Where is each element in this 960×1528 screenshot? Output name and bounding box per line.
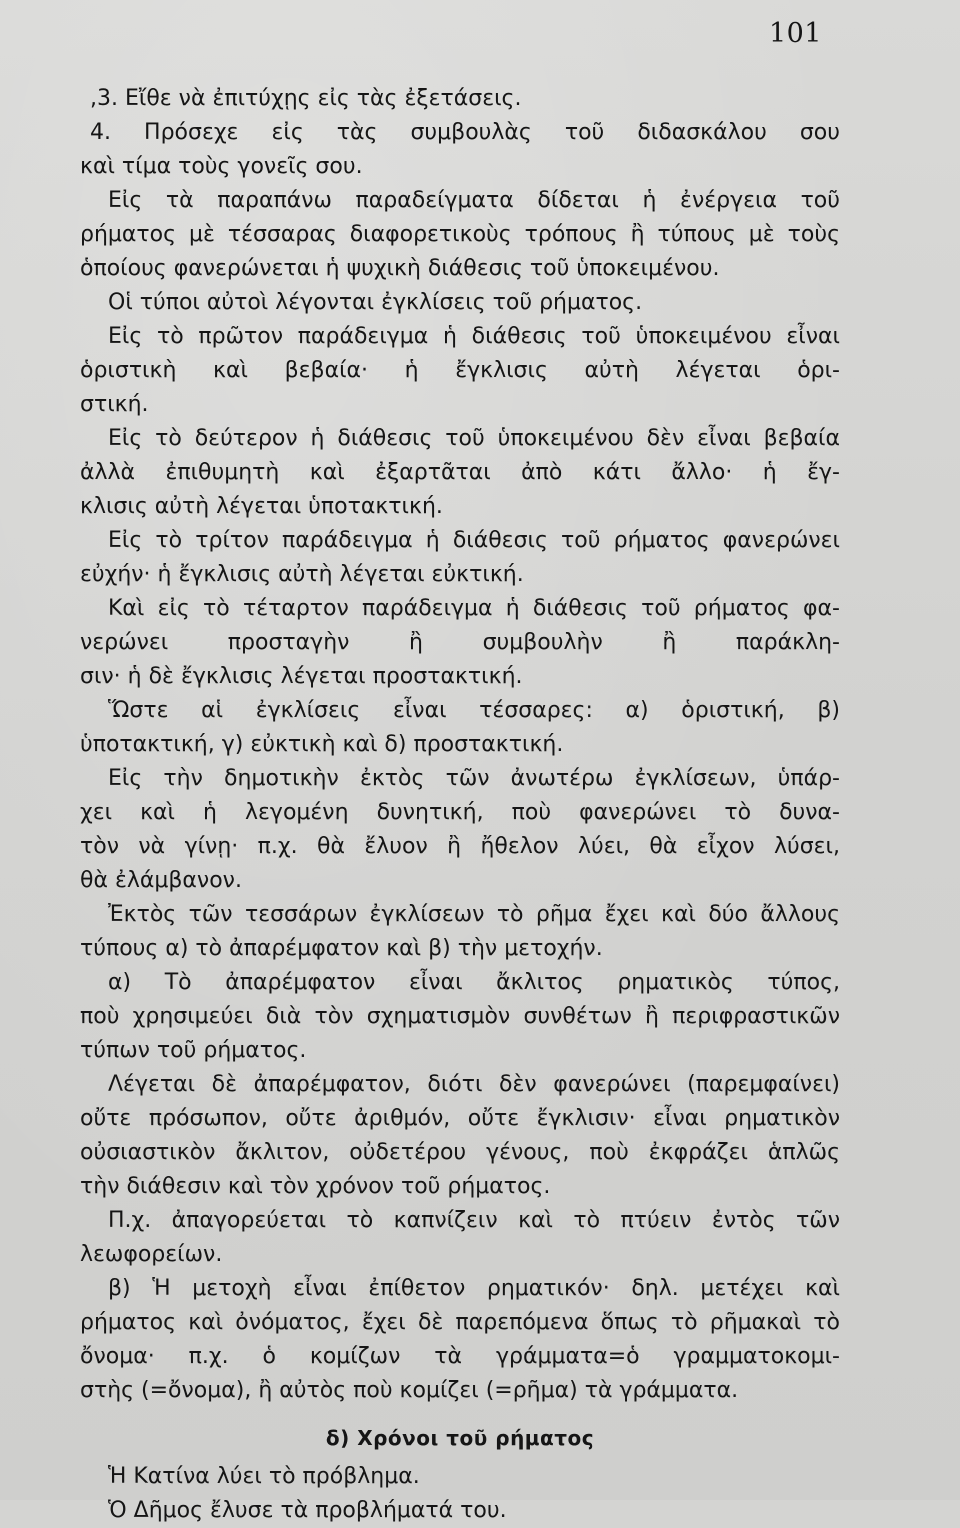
text-line: τὸν νὰ γίνῃ· π.χ. θὰ ἔλυον ἢ ἤθελον λύει, θὰ εἶχον λύσει, <box>80 834 840 859</box>
text-line: οὐσιαστικὸν ἄκλιτον, οὐδετέρου γένους, ποὺ ἐκφράζει ἁπλῶς <box>80 1140 840 1165</box>
text-line: Καὶ εἰς τὸ τέταρτον παράδειγμα ἡ διάθεσις τοῦ ρήματος φα- <box>108 596 840 621</box>
text-line: τύπους α) τὸ ἀπαρέμφατον καὶ β) τὴν μετοχήν. <box>80 936 603 961</box>
text-line: Λέγεται δὲ ἀπαρέμφατον, διότι δὲν φανερώνει (παρεμφαίνει) <box>108 1072 840 1097</box>
text-line: ὄνομα· π.χ. ὁ κομίζων τὰ γράμματα=ὁ γραμματοκομι- <box>80 1344 840 1369</box>
text-line: στική. <box>80 392 149 417</box>
text-line: 4. Πρόσεχε εἰς τὰς συμβουλὰς τοῦ διδασκάλου σου <box>90 120 840 145</box>
text-line: Εἰς τὸ δεύτερον ἡ διάθεσις τοῦ ὑποκειμένου δὲν εἶναι βεβαία <box>108 426 840 451</box>
example-line: Ἡ Κατίνα λύει τὸ πρόβλημα. <box>108 1464 420 1489</box>
text-line: κλισις αὐτὴ λέγεται ὑποτακτική. <box>80 494 443 519</box>
text-line: Π.χ. ἀπαγορεύεται τὸ καπνίζειν καὶ τὸ πτύειν ἐντὸς τῶν <box>108 1208 840 1233</box>
text-line: Εἰς τὰ παραπάνω παραδείγματα δίδεται ἡ ἐνέργεια τοῦ <box>108 188 840 213</box>
text-line: ρήματος μὲ τέσσαρας διαφορετικοὺς τρόπους ἢ τύπους μὲ τοὺς <box>80 222 840 247</box>
page-number: 101 <box>768 18 822 49</box>
text-line: β) Ἡ μετοχὴ εἶναι ἐπίθετον ρηματικόν· δηλ. μετέχει καὶ <box>108 1276 840 1301</box>
text-line: λεωφορείων. <box>80 1242 223 1267</box>
text-line: οὔτε πρόσωπον, οὔτε ἀριθμόν, οὔτε ἔγκλισιν· εἶναι ρηματικὸν <box>80 1106 840 1131</box>
text-line: Εἰς τὸ τρίτον παράδειγμα ἡ διάθεσις τοῦ ρήματος φανερώνει <box>108 528 840 553</box>
text-line: ,3. Εἴθε νὰ ἐπιτύχῃς εἰς τὰς ἐξετάσεις. <box>90 86 522 111</box>
text-line: τύπων τοῦ ρήματος. <box>80 1038 307 1063</box>
text-line: σιν· ἡ δὲ ἔγκλισις λέγεται προστακτική. <box>80 664 523 689</box>
text-line: ὁριστικὴ καὶ βεβαία· ἡ ἔγκλισις αὐτὴ λέγεται ὁρι- <box>80 358 840 383</box>
text-line: νερώνει προσταγὴν ἢ συμβουλὴν ἢ παράκλη- <box>80 630 840 655</box>
text-line: α) Τὸ ἀπαρέμφατον εἶναι ἄκλιτος ρηματικὸς τύπος, <box>108 970 840 995</box>
body-text <box>80 82 840 1528</box>
text-line: ποὺ χρησιμεύει διὰ τὸν σχηματισμὸν συνθέτων ἢ περιφραστικῶν <box>80 1004 840 1029</box>
text-line: εὐχήν· ἡ ἔγκλισις αὐτὴ λέγεται εὐκτική. <box>80 562 524 587</box>
text-line: Εἰς τὴν δημοτικὴν ἐκτὸς τῶν ἀνωτέρω ἐγκλίσεων, ὑπάρ- <box>108 766 840 791</box>
section-heading: δ) Χρόνοι τοῦ ρήματος <box>325 1426 595 1450</box>
text-line: ὁποίους φανερώνεται ἡ ψυχικὴ διάθεσις τοῦ ὑποκειμένου. <box>80 256 720 281</box>
text-line: καὶ τίμα τοὺς γονεῖς σου. <box>80 154 363 179</box>
text-line: Ἐκτὸς τῶν τεσσάρων ἐγκλίσεων τὸ ρῆμα ἔχει καὶ δύο ἄλλους <box>108 902 840 927</box>
text-line: ἀλλὰ ἐπιθυμητὴ καὶ ἐξαρτᾶται ἀπὸ κάτι ἄλλο· ἡ ἔγ- <box>80 460 840 485</box>
text-line: Οἱ τύποι αὐτοὶ λέγονται ἐγκλίσεις τοῦ ρήματος. <box>108 290 643 315</box>
text-line: Εἰς τὸ πρῶτον παράδειγμα ἡ διάθεσις τοῦ ὑποκειμένου εἶναι <box>108 324 840 349</box>
text-line: ὑποτακτική, γ) εὐκτικὴ καὶ δ) προστακτική. <box>80 732 564 757</box>
text-line: θὰ ἐλάμβανον. <box>80 868 242 893</box>
example-line: Ὁ Δῆμος ἔλυσε τὰ προβλήματά του. <box>108 1498 507 1523</box>
text-line: Ὥστε αἱ ἐγκλίσεις εἶναι τέσσαρες: α) ὁριστική, β) <box>108 698 840 723</box>
text-line: χει καὶ ἡ λεγομένη δυνητική, ποὺ φανερώνει τὸ δυνα- <box>80 800 840 825</box>
text-line: ρήματος καὶ ὀνόματος, ἔχει δὲ παρεπόμενα ὅπως τὸ ρῆμακαὶ τὸ <box>80 1310 840 1335</box>
text-line: στὴς (=ὄνομα), ἢ αὐτὸς ποὺ κομίζει (=ρῆμα) τὰ γράμματα. <box>80 1378 739 1403</box>
text-line: τὴν διάθεσιν καὶ τὸν χρόνον τοῦ ρήματος. <box>80 1174 551 1199</box>
